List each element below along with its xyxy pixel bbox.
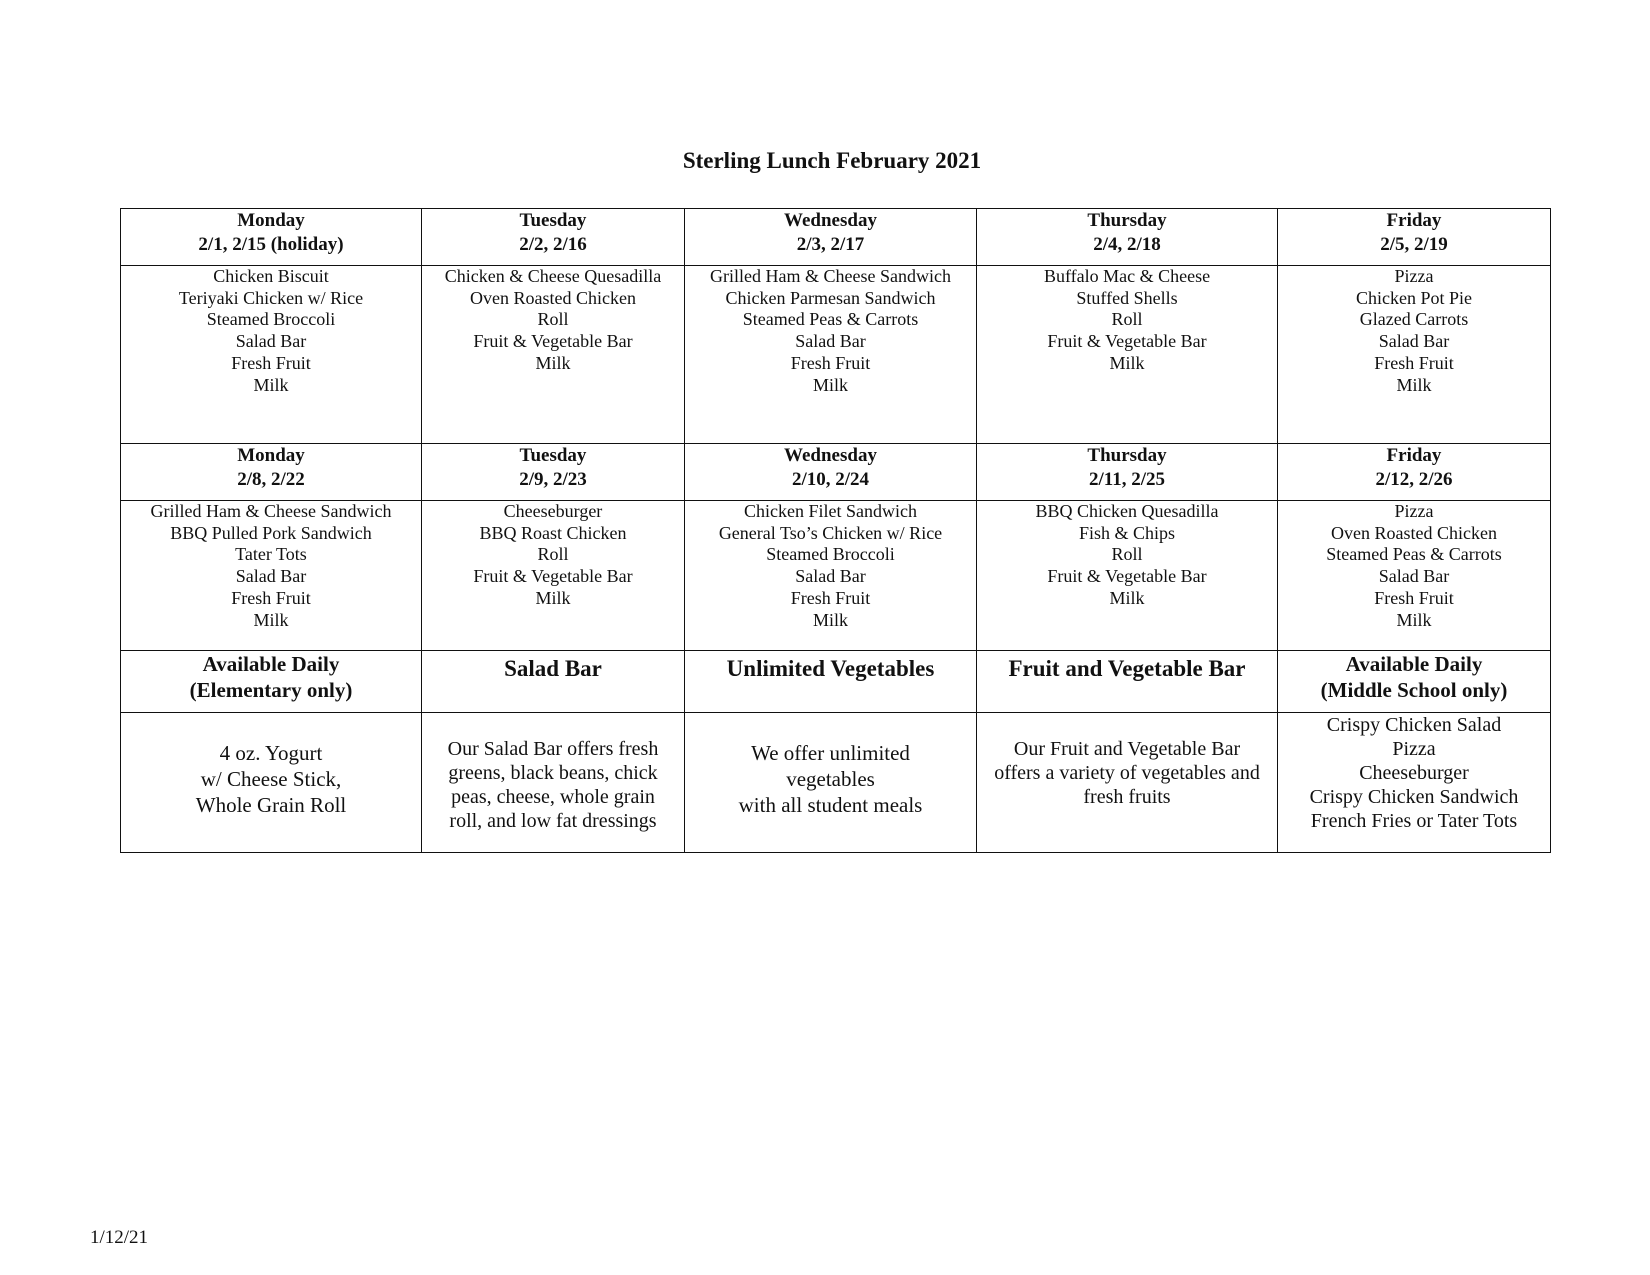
description-line: Our Salad Bar offers fresh — [447, 738, 659, 760]
menu-item: Chicken & Cheese Quesadilla — [444, 266, 662, 286]
day-dates: 2/2, 2/16 — [519, 234, 587, 255]
daily-heading: Fruit and Vegetable Bar — [1008, 656, 1246, 681]
page-title: Sterling Lunch February 2021 — [682, 148, 982, 173]
daily-description-cell — [685, 713, 977, 853]
daily-header-row — [121, 651, 1551, 713]
menu-item: Fresh Fruit — [790, 587, 871, 608]
menu-item: Milk — [1396, 374, 1432, 395]
day-header — [121, 209, 422, 266]
description-line: offers a variety of vegetables and — [994, 762, 1260, 784]
day-header — [685, 209, 977, 266]
menu-cell — [121, 501, 422, 651]
menu-item: Fruit & Vegetable Bar — [473, 566, 633, 587]
day-name: Wednesday — [784, 445, 877, 466]
menu-item: Steamed Peas & Carrots — [742, 309, 919, 330]
menu-cell — [422, 501, 685, 651]
menu-item: Milk — [253, 609, 289, 630]
daily-description-cell — [422, 713, 685, 853]
menu-item: Grilled Ham & Cheese Sandwich — [150, 501, 392, 521]
menu-item: BBQ Chicken Quesadilla — [1035, 501, 1219, 521]
menu-item: Oven Roasted Chicken — [470, 287, 636, 308]
day-dates: 2/8, 2/22 — [237, 469, 305, 490]
menu-item: Salad Bar — [1378, 331, 1450, 352]
menu-cell — [121, 266, 422, 444]
day-dates: 2/5, 2/19 — [1380, 234, 1448, 255]
day-name: Friday — [1386, 445, 1442, 466]
week1-header-row — [121, 209, 1551, 266]
menu-item: Salad Bar — [795, 566, 866, 587]
menu-item: Chicken Biscuit — [213, 266, 329, 286]
description-line: We offer unlimited — [751, 741, 910, 765]
day-dates: 2/9, 2/23 — [519, 469, 587, 490]
description-line: w/ Cheese Stick, — [200, 767, 342, 791]
day-name: Wednesday — [784, 210, 877, 231]
menu-cell — [1278, 501, 1551, 651]
menu-item: Salad Bar — [235, 331, 307, 352]
menu-item: Salad Bar — [795, 331, 866, 352]
menu-item: Roll — [537, 544, 569, 565]
day-name: Tuesday — [519, 445, 587, 466]
description-line: Our Fruit and Vegetable Bar — [1013, 738, 1241, 760]
menu-item: Buffalo Mac & Cheese — [1043, 266, 1211, 286]
description-line: with all student meals — [738, 793, 923, 817]
day-name: Thursday — [1087, 210, 1167, 231]
menu-item: Pizza — [1394, 266, 1434, 286]
menu-item: Chicken Parmesan Sandwich — [725, 287, 936, 308]
menu-item: Milk — [535, 587, 571, 608]
menu-cell — [977, 501, 1278, 651]
menu-item: Fruit & Vegetable Bar — [1047, 566, 1207, 587]
menu-item: Fruit & Vegetable Bar — [1047, 331, 1207, 352]
menu-item: Fresh Fruit — [231, 352, 311, 373]
menu-item: Fresh Fruit — [231, 587, 311, 608]
day-name: Monday — [237, 210, 305, 231]
daily-header-middle-school — [1278, 651, 1551, 713]
menu-item: Cheeseburger — [503, 501, 603, 521]
week2-header-row — [121, 444, 1551, 501]
menu-item: Fresh Fruit — [1374, 587, 1454, 608]
day-name: Thursday — [1087, 445, 1167, 466]
day-dates: 2/10, 2/24 — [791, 469, 870, 490]
menu-item: Fruit & Vegetable Bar — [473, 331, 633, 352]
menu-item: Salad Bar — [1378, 566, 1450, 587]
menu-item: Fresh Fruit — [1374, 352, 1454, 373]
daily-header-salad-bar — [422, 651, 685, 713]
menu-item: Milk — [1109, 587, 1145, 608]
menu-item: Glazed Carrots — [1359, 309, 1469, 330]
day-header — [977, 444, 1278, 501]
day-header — [685, 444, 977, 501]
menu-item: BBQ Pulled Pork Sandwich — [170, 522, 372, 543]
description-line: greens, black beans, chick — [448, 762, 658, 784]
menu-item: Steamed Peas & Carrots — [1326, 544, 1502, 565]
menu-item: General Tso’s Chicken w/ Rice — [718, 522, 943, 543]
daily-header-unlimited-vegetables — [685, 651, 977, 713]
menu-item: Milk — [253, 374, 289, 395]
day-header — [1278, 444, 1551, 501]
daily-heading: Salad Bar — [504, 656, 602, 681]
daily-heading: Available Daily — [202, 652, 340, 676]
week1-menu-row — [121, 266, 1551, 444]
menu-item: Milk — [1396, 609, 1432, 630]
menu-item: Milk — [812, 609, 848, 630]
daily-subheading: (Middle School only) — [1320, 678, 1508, 702]
menu-item: Roll — [537, 309, 569, 330]
day-dates: 2/1, 2/15 (holiday) — [198, 234, 344, 255]
day-header — [1278, 209, 1551, 266]
menu-item: Milk — [812, 374, 848, 395]
menu-item: Steamed Broccoli — [766, 544, 895, 565]
menu-item: Teriyaki Chicken w/ Rice — [178, 287, 364, 308]
description-line: fresh fruits — [1083, 786, 1171, 808]
menu-item: Roll — [1111, 309, 1143, 330]
daily-description-cell — [121, 713, 422, 853]
menu-item: BBQ Roast Chicken — [479, 522, 627, 543]
daily-subheading: (Elementary only) — [189, 678, 353, 702]
day-header — [121, 444, 422, 501]
description-line: 4 oz. Yogurt — [219, 741, 323, 765]
description-line: vegetables — [786, 767, 875, 791]
description-line: French Fries or Tater Tots — [1310, 810, 1518, 832]
description-line: Cheeseburger — [1359, 762, 1469, 784]
menu-item: Milk — [1109, 352, 1145, 373]
day-header — [977, 209, 1278, 266]
daily-heading: Available Daily — [1345, 652, 1483, 676]
description-line: Crispy Chicken Salad — [1326, 714, 1502, 736]
description-line: Whole Grain Roll — [195, 793, 347, 817]
daily-description-row — [121, 713, 1551, 853]
menu-item: Steamed Broccoli — [206, 309, 336, 330]
menu-cell — [685, 266, 977, 444]
menu-item: Grilled Ham & Cheese Sandwich — [710, 266, 951, 286]
day-name: Friday — [1386, 210, 1442, 231]
menu-item: Tater Tots — [235, 544, 307, 565]
menu-item: Chicken Pot Pie — [1356, 287, 1472, 308]
daily-header-fruit-vegetable-bar — [977, 651, 1278, 713]
description-line: peas, cheese, whole grain — [451, 786, 655, 808]
daily-description-cell — [977, 713, 1278, 853]
daily-header-elementary — [121, 651, 422, 713]
menu-cell — [422, 266, 685, 444]
menu-cell — [685, 501, 977, 651]
description-line: Crispy Chicken Sandwich — [1309, 786, 1519, 808]
menu-item: Stuffed Shells — [1076, 287, 1178, 308]
menu-item: Fresh Fruit — [790, 352, 871, 373]
menu-cell — [977, 266, 1278, 444]
menu-cell — [1278, 266, 1551, 444]
day-name: Monday — [237, 445, 305, 466]
day-name: Tuesday — [519, 210, 587, 231]
day-header — [422, 444, 685, 501]
menu-item: Roll — [1111, 544, 1143, 565]
menu-item: Salad Bar — [235, 566, 307, 587]
menu-item: Fish & Chips — [1078, 522, 1176, 543]
week2-menu-row — [121, 501, 1551, 651]
description-line: roll, and low fat dressings — [449, 810, 657, 832]
menu-item: Chicken Filet Sandwich — [744, 501, 917, 521]
menu-item: Milk — [535, 352, 571, 373]
day-dates: 2/3, 2/17 — [796, 234, 865, 255]
description-line: Pizza — [1392, 738, 1436, 760]
menu-item: Oven Roasted Chicken — [1331, 522, 1497, 543]
daily-description-cell — [1278, 713, 1551, 853]
day-dates: 2/4, 2/18 — [1093, 234, 1161, 255]
day-dates: 2/12, 2/26 — [1375, 469, 1453, 490]
footer-date: 1/12/21 — [90, 1227, 149, 1248]
day-dates: 2/11, 2/25 — [1088, 469, 1165, 490]
daily-heading: Unlimited Vegetables — [726, 656, 935, 681]
day-header — [422, 209, 685, 266]
menu-item: Pizza — [1394, 501, 1434, 521]
lunch-menu-table — [120, 208, 1551, 853]
